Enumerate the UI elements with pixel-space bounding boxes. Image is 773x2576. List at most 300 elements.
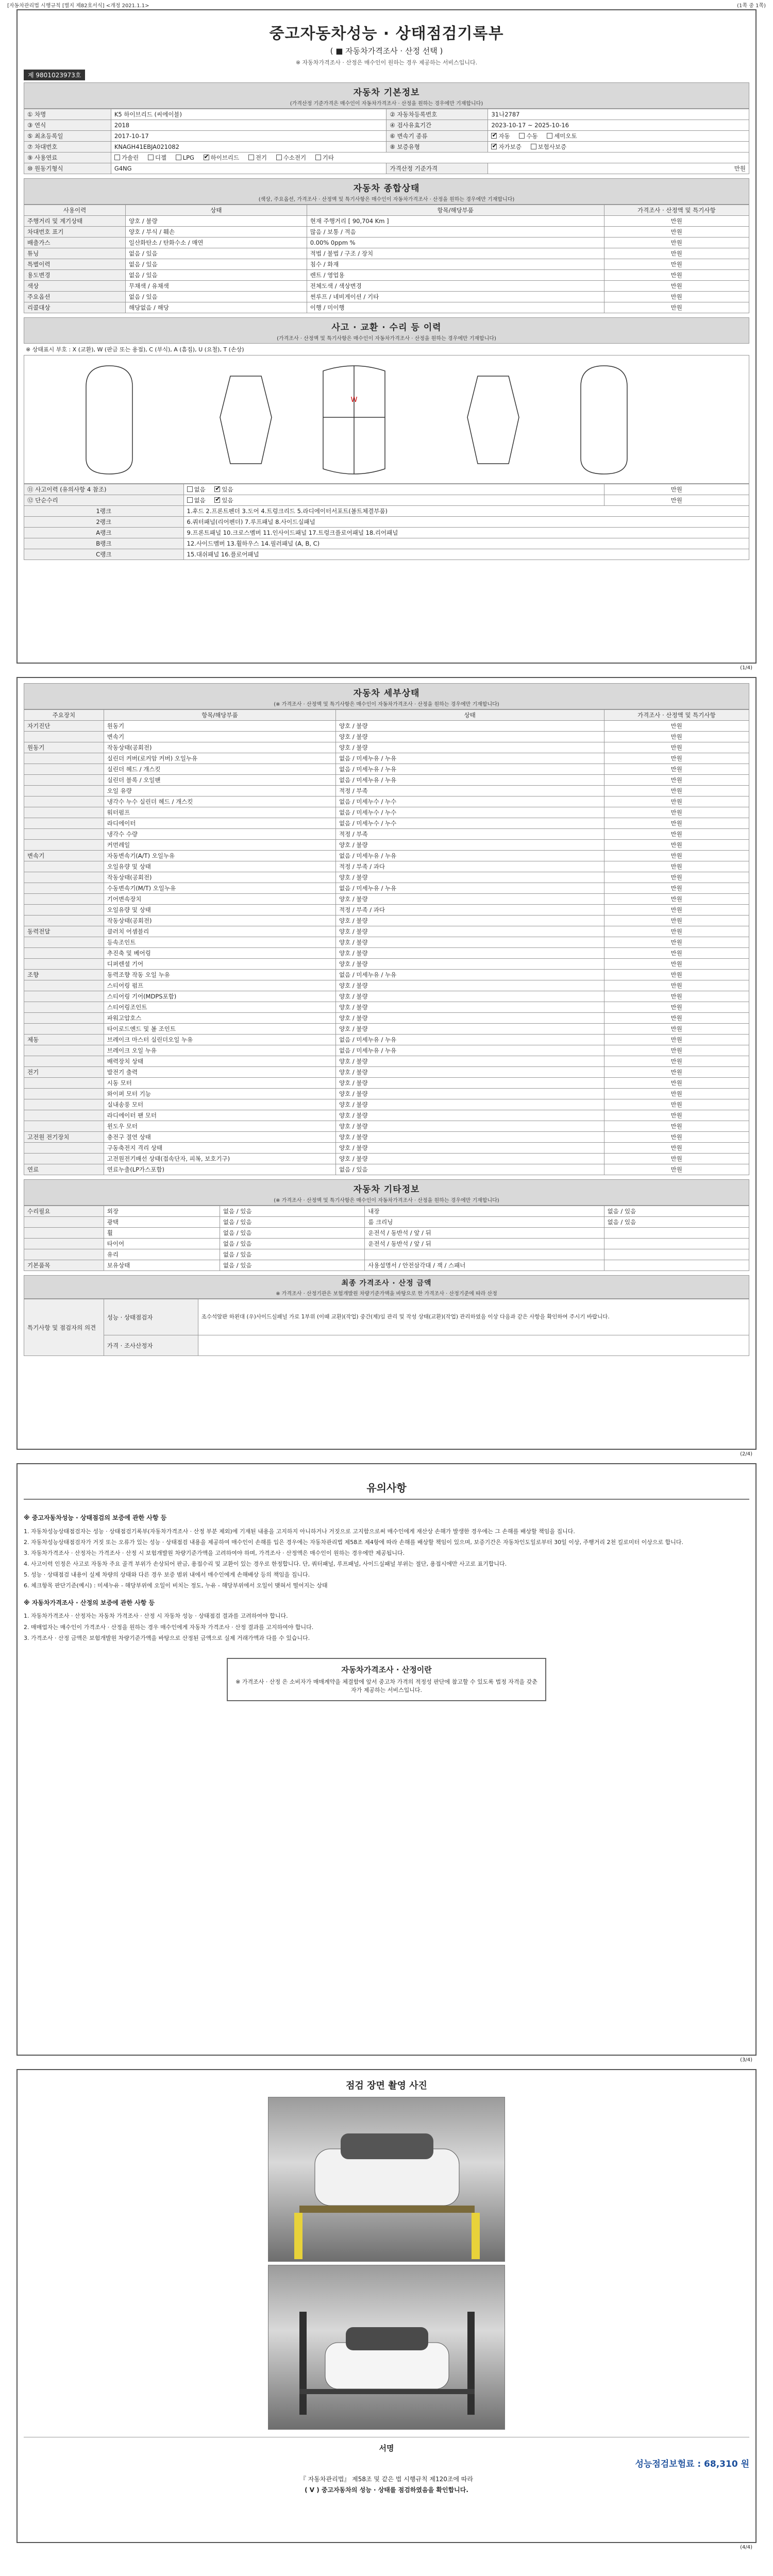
special-table [24,1299,749,1356]
detail-row [24,926,749,937]
detail-state: 양호 / 불량 [336,1078,604,1089]
detail-header [24,683,749,709]
detail-item: 스티어링 기어(MDPS포함) [104,991,335,1002]
status-row [24,270,749,281]
detail-row [24,1024,749,1035]
detail-price: 만원 [604,742,749,753]
detail-state: 양호 / 불량 [336,872,604,883]
final-price-sub: ※ 가격조사 · 산정기관은 보험개발원 차량기준가액을 바탕으로 한 가격조사 · 산정기준에 따라 산정 [276,1291,497,1297]
detail-price: 만원 [604,905,749,916]
detail-row [24,742,749,753]
detail-state: 양호 / 불량 [336,980,604,991]
accident-sub: (가격조사 · 산정액 및 특기사항은 매수인이 자동차가격조사 · 산정을 원하는 경우에만 기재합니다) [277,336,496,342]
inspect-label: ④ 검사유효기간 [386,120,488,131]
notice-paragraph: 2. 자동차성능상태점검자가 거짓 또는 오류가 있는 성능 · 상태점검 내용을 제공하여 매수인이 손해를 입은 경우에는 자동차관리법 제58조 제4항에 따라 손해를 배상할 책임이 있으며, 보증기간은 자동차인도일로부터 30일 이상, 주행거리 2천 킬로미터 이상으로 합니다. [24,1538,683,1546]
detail-item: 동력조향 작동 오일 누유 [104,970,335,980]
detail-state: 없음 / 미세누유 / 누유 [336,851,604,861]
etc-table [24,1206,749,1271]
detail-device: 전기 [24,1067,104,1078]
etc-sub: (※ 가격조사 · 산정액 및 특기사항은 매수인이 자동차가격조사 · 산정을 원하는 경우에만 기재합니다) [274,1198,499,1204]
final-price-title: 최종 가격조사 · 산정 금액 [341,1279,432,1287]
detail-state: 없음 / 미세누유 / 누유 [336,1045,604,1056]
accident-yes-checkbox[interactable] [214,486,220,492]
pricing-info-text: ※ 가격조사 · 산정 은 소비자가 매매계약을 체결함에 앞서 중고차 가격의 적정성 판단에 참고할 수 있도록 법정 자격을 갖춘 자가 제공하는 서비스입니다. [236,1678,537,1694]
parts-row [24,549,749,560]
etc-cell: 없음 / 있음 [220,1217,364,1228]
year: 2018 [111,120,386,131]
status-row-item: 많음 / 보통 / 적음 [307,227,604,238]
detail-price: 만원 [604,775,749,786]
status-row-price: 만원 [604,227,749,238]
detail-row [24,1056,749,1067]
notice-paragraph: 5. 성능 · 상태점검 내용이 실제 차량의 상태와 다른 경우 보증 범위 내에서 매수인에게 손해배상 등의 책임을 집니다. [24,1571,310,1578]
detail-device: 동력전달 [24,926,104,937]
detail-item: 커먼레일 [104,840,335,851]
etc-cell [604,1228,749,1239]
detail-price: 만원 [604,1056,749,1067]
trans-semi-checkbox[interactable] [547,133,552,139]
detail-price: 만원 [604,1089,749,1099]
detail-row [24,829,749,840]
detail-device [24,1078,104,1089]
status-row-state: 없음 / 있음 [125,259,307,270]
detail-price: 만원 [604,721,749,732]
detail-price: 만원 [604,1024,749,1035]
status-row-price: 만원 [604,302,749,313]
detail-item: 구동축전지 격리 상태 [104,1143,335,1154]
etc-cell: 보유상태 [104,1260,220,1271]
detail-price: 만원 [604,1045,749,1056]
detail-state: 양호 / 불량 [336,991,604,1002]
detail-price: 만원 [604,926,749,937]
etc-cell: 광택 [104,1217,220,1228]
detail-device [24,883,104,894]
detail-device [24,1110,104,1121]
detail-row [24,764,749,775]
basic-info-sub: (가격산정 기준가격은 매수인이 자동차가격조사 · 산정을 원하는 경우에만 기재합니다) [290,101,483,107]
status-row-price: 만원 [604,238,749,248]
detail-row [24,732,749,742]
doc-subtitle: ( ■ 자동차가격조사 · 산정 선택 ) [330,46,443,56]
sign-label: 서명 [379,2444,394,2453]
etc-cell [604,1260,749,1271]
fuel-hydrogen-checkbox[interactable] [276,155,282,160]
warranty-options: ✔ 자가보증 보험사보증 [488,142,749,152]
detail-price: 만원 [604,1067,749,1078]
status-row [24,259,749,270]
detail-device [24,1024,104,1035]
detail-item: 라디에이터 팬 모터 [104,1110,335,1121]
detail-row [24,1099,749,1110]
etc-row [24,1249,749,1260]
motor: G4NG [111,163,386,174]
etc-row [24,1206,749,1217]
detail-price: 만원 [604,937,749,948]
detail-row [24,970,749,980]
price-label: 가격산정 기준가격 [386,163,488,174]
vin: KNAGH41EBJA021082 [111,142,386,152]
fuel-lpg-checkbox[interactable] [176,155,181,160]
detail-state: 없음 / 미세누수 / 누수 [336,818,604,829]
accident-options: 없음 ✔ 있음 [183,484,604,495]
form-reference: [자동차관리법 시행규칙 [별지 제82호서식] <개정 2021.1.1> [7,3,149,9]
detail-price: 만원 [604,916,749,926]
detail-item: 실린더 커버(로커암 커버) 오일누유 [104,753,335,764]
first-reg-label: ⑤ 최초등록일 [24,131,111,142]
detail-device: 자기진단 [24,721,104,732]
detail-device [24,1121,104,1132]
etc-cell: 없음 / 있음 [220,1239,364,1249]
detail-item: 클러치 어셈블리 [104,926,335,937]
status-row-key: 차대번호 표기 [24,227,126,238]
special-inspector-label: 성능 · 상태점검자 [104,1299,198,1335]
detail-device [24,829,104,840]
detail-device [24,905,104,916]
parts-row [24,506,749,517]
detail-state: 양호 / 불량 [336,721,604,732]
detail-state: 양호 / 불량 [336,1002,604,1013]
year-label: ③ 연식 [24,120,111,131]
detail-state: 양호 / 불량 [336,959,604,970]
parts-rank: 1랭크 [24,506,184,517]
parts-row [24,517,749,528]
detail-row [24,1035,749,1045]
detail-row [24,1089,749,1099]
detail-price: 만원 [604,851,749,861]
notice-paragraph: 3. 가격조사 · 산정 금액은 보험개발원 차량기준가액을 바탕으로 산정된 금액으로 실제 거래가액과 다를 수 있습니다. [24,1634,310,1641]
detail-item: 브레이크 오일 누유 [104,1045,335,1056]
etc-cell: 없음 / 있음 [220,1260,364,1271]
detail-row [24,980,749,991]
reg-no: 31나2787 [488,109,749,120]
simple-none-checkbox[interactable] [187,497,193,503]
basic-info-header [24,82,749,109]
notice-title: 유의사항 [24,1480,749,1500]
status-row-state: 없음 / 있음 [125,270,307,281]
detail-device [24,948,104,959]
detail-price: 만원 [604,1078,749,1089]
page-2 [16,677,757,1457]
status-row-price: 만원 [604,292,749,302]
notice-paras-2 [24,1612,749,1642]
detail-device [24,840,104,851]
etc-cell: 기본품목 [24,1260,104,1271]
detail-state: 양호 / 불량 [336,1154,604,1164]
parts-rank: C랭크 [24,549,184,560]
detail-row [24,959,749,970]
detail-item: 작동상태(공회전) [104,742,335,753]
parts-rows [24,506,749,560]
etc-rows [24,1206,749,1271]
detail-item: 기어변속장치 [104,894,335,905]
etc-row [24,1239,749,1249]
detail-price: 만원 [604,861,749,872]
sheet-number: (1/4) [740,665,752,671]
notice-body [24,1513,749,1642]
detail-device [24,1089,104,1099]
detail-state: 적정 / 부족 [336,829,604,840]
etc-cell [24,1239,104,1249]
detail-row [24,786,749,796]
price-unit: 만원 [488,163,749,174]
accident-title: 사고 · 교환 · 수리 등 이력 [331,323,442,333]
top-header [0,0,773,9]
detail-device: 조향 [24,970,104,980]
trans-manual-checkbox[interactable] [519,133,525,139]
detail-col-device: 주요장치 [24,710,104,721]
mark-w: W [350,396,358,404]
accident-none-checkbox[interactable] [187,486,193,492]
detail-state: 적정 / 부족 [336,786,604,796]
detail-device [24,937,104,948]
car-name-label: ① 차명 [24,109,111,120]
detail-item: 와이퍼 모터 기능 [104,1089,335,1099]
fuel-electric-checkbox[interactable] [248,155,254,160]
detail-row [24,883,749,894]
sheet-number-4: (4/4) [740,2545,752,2550]
etc-cell [604,1249,749,1260]
special-inspector-text: 조수석앞판 하왼대 (우)사이드실패널 가로 1부위 (이때 교환)(작업) 중간(제)임 관리 및 작성 상태(교환)(작업) 관리하였음 이상 다음과 같은 사항을 확인하여 주시기 바랍니다. [198,1299,749,1335]
detail-price: 만원 [604,1154,749,1164]
detail-item: 오일 유량 [104,786,335,796]
detail-device [24,991,104,1002]
detail-state: 양호 / 불량 [336,1110,604,1121]
detail-device [24,818,104,829]
fuel-gasoline-checkbox[interactable] [114,155,120,160]
detail-state: 없음 / 있음 [336,1164,604,1175]
detail-row [24,818,749,829]
footer-line-1: 『 자동차관리법』 제58조 및 같은 법 시행규칙 제120조에 따라 [299,2476,474,2483]
doc-title: 중고자동차성능 · 상태점검기록부 [269,25,504,43]
detail-row [24,721,749,732]
parts-row [24,538,749,549]
trans-options: ✔ 자동 수동 세미오토 [488,131,749,142]
detail-device: 변속기 [24,851,104,861]
detail-price: 만원 [604,1121,749,1132]
detail-item: 수동변속기(M/T) 오일누유 [104,883,335,894]
insurance-fee: 성능점검보험료 : 68,310 원 [635,2459,749,2469]
accident-header [24,317,749,344]
status-row [24,238,749,248]
status-row-key: 주요옵션 [24,292,126,302]
pricing-info-box [227,1658,546,1701]
fuel-diesel-checkbox[interactable] [148,155,154,160]
status-row [24,248,749,259]
special-pricer-label: 가격 · 조사산정자 [104,1335,198,1356]
detail-state: 양호 / 불량 [336,1099,604,1110]
fuel-hybrid-checkbox[interactable] [204,155,209,160]
detail-item: 브레이크 마스터 실린더오일 누유 [104,1035,335,1045]
detail-item: 등속조인트 [104,937,335,948]
detail-state: 양호 / 불량 [336,894,604,905]
car-side-left-outline [220,376,272,464]
detail-row [24,1132,749,1143]
status-col-history: 사용이력 [24,205,126,216]
detail-state: 양호 / 불량 [336,840,604,851]
detail-price: 만원 [604,948,749,959]
detail-item: 파워고압호스 [104,1013,335,1024]
inspection-photo-1 [268,2097,505,2262]
car-side-right-outline [467,376,519,464]
detail-price: 만원 [604,1110,749,1121]
etc-cell [604,1239,749,1249]
detail-row [24,796,749,807]
status-row-item: 이행 / 미이행 [307,302,604,313]
status-row [24,227,749,238]
status-col-item: 항목/해당부품 [307,205,604,216]
detail-item: 타이로드엔드 및 볼 조인트 [104,1024,335,1035]
etc-cell: 운전석 / 동반석 / 앞 / 뒤 [365,1239,604,1249]
reg-no-label: ② 자동차등록번호 [386,109,488,120]
etc-cell: 룸 크리닝 [365,1217,604,1228]
accident-table [24,484,749,560]
detail-item: 실린더 헤드 / 개스킷 [104,764,335,775]
detail-device: 고전원 전기장치 [24,1132,104,1143]
detail-device [24,807,104,818]
detail-title: 자동차 세부상태 [353,688,420,699]
parts-list: 6.쿼터패널(리어펜더) 7.루프패널 8.사이드실패널 [183,517,749,528]
detail-price: 만원 [604,1002,749,1013]
detail-item: 스티어링 펌프 [104,980,335,991]
detail-state: 양호 / 불량 [336,1013,604,1024]
accident-label: ⑪ 사고이력 (유의사항 4 참조) [24,484,184,495]
warranty-self-checkbox[interactable] [491,144,497,149]
detail-device [24,980,104,991]
etc-cell [24,1217,104,1228]
detail-item: 워터펌프 [104,807,335,818]
etc-cell [24,1228,104,1239]
warranty-insurer-checkbox[interactable] [531,144,536,149]
detail-item: 발전기 출력 [104,1067,335,1078]
status-row-key: 배출가스 [24,238,126,248]
basic-info-title: 자동차 기본정보 [353,88,420,98]
parts-list: 9.프론트패널 10.크로스멤버 11.인사이드패널 17.트렁크플로어패널 18.리어패널 [183,528,749,538]
detail-device: 제동 [24,1035,104,1045]
detail-row [24,1078,749,1089]
trans-auto-checkbox[interactable] [491,133,497,139]
detail-state: 없음 / 미세누유 / 누유 [336,753,604,764]
etc-cell: 없음 / 있음 [220,1228,364,1239]
status-row-state: 해당없음 / 해당 [125,302,307,313]
fuel-other-checkbox[interactable] [315,155,321,160]
car-photo-1-graphic [268,2097,505,2262]
page-3 [16,1463,757,2063]
basic-info-table [24,109,749,174]
notice-paragraph: 3. 자동차가격조사 · 산정자는 가격조사 · 산정 시 보험개발원 차량기준가액을 고려하여야 하며, 가격조사 · 산정액은 매수인이 원하는 경우에만 제공됩니다. [24,1549,405,1556]
detail-device [24,916,104,926]
accident-legend: ※ 상태표시 부호 : X (교환), W (판금 또는 용접), C (부식), A (흠집), U (요철), T (손상) [26,346,244,353]
etc-cell: 사용설명서 / 안전삼각대 / 잭 / 스패너 [365,1260,604,1271]
simple-yes-checkbox[interactable] [214,497,220,503]
detail-item: 고전원전기배선 상태(접속단자, 피복, 보호기구) [104,1154,335,1164]
detail-price: 만원 [604,1099,749,1110]
detail-state: 양호 / 불량 [336,1132,604,1143]
detail-state: 양호 / 불량 [336,1056,604,1067]
detail-price: 만원 [604,796,749,807]
detail-col-state: 상태 [336,710,604,721]
etc-cell: 없음 / 있음 [220,1206,364,1217]
detail-device [24,764,104,775]
detail-item: 원동기 [104,721,335,732]
page-1 [16,9,757,671]
etc-cell: 내장 [365,1206,604,1217]
etc-cell: 외장 [104,1206,220,1217]
detail-row [24,775,749,786]
etc-row [24,1217,749,1228]
page-count: (1쪽 중 1쪽) [737,3,766,9]
detail-price: 만원 [604,959,749,970]
simple-repair-options: 없음 ✔ 있음 [183,495,604,506]
detail-price: 만원 [604,1143,749,1154]
detail-price: 만원 [604,807,749,818]
car-rear-outline [581,366,627,474]
etc-cell: 수리필요 [24,1206,104,1217]
etc-cell [24,1249,104,1260]
status-sub: (색상, 주요옵션, 가격조사 · 산정액 및 특기사항은 매수인이 자동차가격조사 · 산정을 원하는 경우에만 기재합니다) [258,197,515,202]
status-row-item: 침수 / 화재 [307,259,604,270]
detail-item: 추진축 및 베어링 [104,948,335,959]
detail-sub: (※ 가격조사 · 산정액 및 특기사항은 매수인이 자동차가격조사 · 산정을 원하는 경우에만 기재합니다) [274,702,499,707]
status-row-price: 만원 [604,259,749,270]
detail-table [24,709,749,1175]
sign-section [24,2437,749,2494]
detail-state: 양호 / 불량 [336,926,604,937]
parts-rank: A랭크 [24,528,184,538]
detail-item: 오일유량 및 상태 [104,861,335,872]
notice-paragraph: 1. 자동차가격조사 · 산정자는 자동차 가격조사 · 산정 시 자동차 성능 · 상태점검 결과를 고려하여야 합니다. [24,1613,288,1620]
detail-price: 만원 [604,732,749,742]
etc-cell: 없음 / 있음 [604,1206,749,1217]
parts-rank: B랭크 [24,538,184,549]
status-row [24,216,749,227]
detail-state: 없음 / 미세누유 / 누유 [336,970,604,980]
page-4 [16,2069,757,2550]
detail-row [24,991,749,1002]
detail-row [24,1154,749,1164]
detail-state: 양호 / 불량 [336,937,604,948]
detail-item: 윈도우 모터 [104,1121,335,1132]
detail-state: 양호 / 불량 [336,1121,604,1132]
detail-row [24,1067,749,1078]
detail-item: 작동상태(공회전) [104,872,335,883]
detail-device [24,1045,104,1056]
detail-device [24,872,104,883]
detail-rows [24,721,749,1175]
status-rows [24,216,749,313]
etc-cell: 운전석 / 동반석 / 앞 / 뒤 [365,1228,604,1239]
sheet-number-2: (2/4) [740,1451,752,1457]
status-row-item: 적법 / 불법 / 구조 / 장치 [307,248,604,259]
detail-item: 실내송풍 모터 [104,1099,335,1110]
detail-row [24,937,749,948]
etc-cell: 타이어 [104,1239,220,1249]
etc-cell: 없음 / 있음 [604,1217,749,1228]
detail-row [24,851,749,861]
detail-state: 적정 / 부족 / 과다 [336,905,604,916]
detail-price: 만원 [604,829,749,840]
car-photo-2-graphic [268,2265,505,2430]
detail-item: 충전구 절연 상태 [104,1132,335,1143]
detail-device [24,1099,104,1110]
doc-note: ※ 자동차가격조사 · 산정은 매수인이 원하는 경우 제공하는 서비스입니다. [295,59,478,66]
detail-item: 라디에이터 [104,818,335,829]
detail-price: 만원 [604,753,749,764]
simple-price: 만원 [604,495,749,506]
status-col-state: 상태 [125,205,307,216]
status-row-key: 리콜대상 [24,302,126,313]
detail-state: 없음 / 미세누수 / 누수 [336,807,604,818]
detail-price: 만원 [604,980,749,991]
